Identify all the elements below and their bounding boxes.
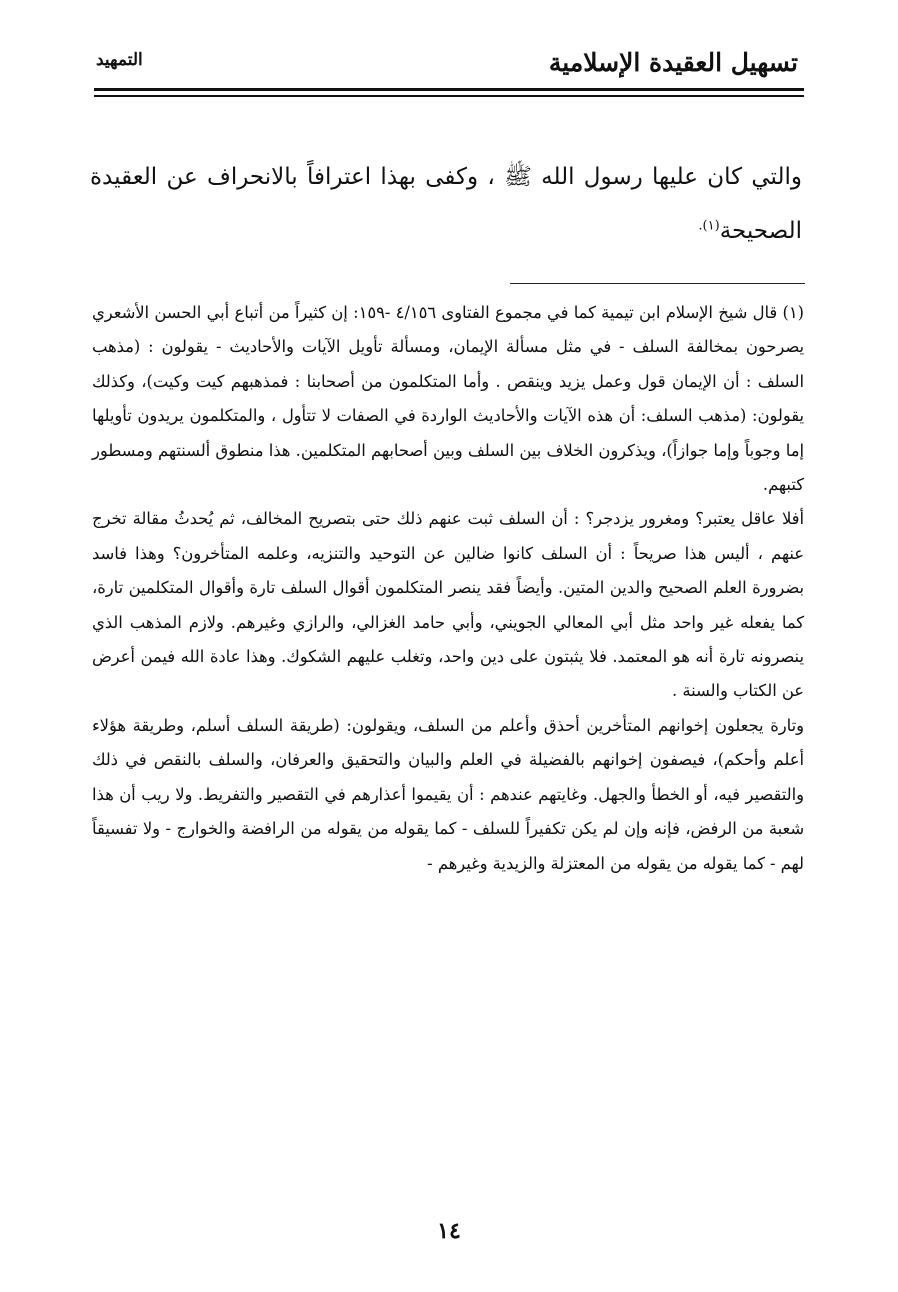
- footnote-reference: (١).: [698, 218, 720, 234]
- header-rule-thick: [94, 88, 804, 91]
- footnote-paragraph: [92, 296, 804, 502]
- page-number: ١٤: [437, 1218, 461, 1244]
- main-text: [90, 150, 802, 258]
- running-header-section: التمهيد: [96, 50, 143, 70]
- footnote-paragraph: أفلا عاقل يعتبر؟ ومغرور يزدجر؟ : أن السلف ثبت عنهم ذلك حتى بتصريح المخالف، ثم يُحدثُ مقالة تخرج عنهم ، أليس هذا صريحاً : أن السلف كانوا ضالين عن التوحيد والتنزيه، وعلمه المتأخرون؟ وهذا فاسد بضرورة العلم الصحيح والدين المتين. وأيضاً فقد ينصر المتكلمون أقوال السلف تارة وأقوال المتكلمين تارة، كما يفعله غير واحد مثل أبي المعالي الجويني، وأبي حامد الغزالي، والرازي وغيرهم. ولازم المذهب الذي ينصرونه تارة أنه هو المعتمد. فلا يثبتون على دين واحد، وتغلب عليهم الشكوك. وهذا عادة الله فيمن أعرض عن الكتاب والسنة .: [92, 509, 804, 701]
- footnote-paragraph-text: قال شيخ الإسلام ابن تيمية كما في مجموع الفتاوى ٤/١٥٦ -١٥٩: إن كثيراً من أتباع أبي الحسن الأشعري يصرحون بمخالفة السلف - في مثل مسألة الإيمان، ومسألة تأويل الآيات والأحاديث - يقولون : (مذهب السلف : أن الإيمان قول وعمل يزيد وينقص . وأما المتكلمون من أصحابنا : فمذهبهم كيت وكيت)، وكذلك يقولون: (مذهب السلف: أن هذه الآيات والأحاديث الواردة في الصفات لا تتأول ، والمتكلمون يريدون تأويلها إما وجوباً وإما جوازاً)، ويذكرون الخلاف بين السلف وبين أصحابهم المتكلمين. هذا منطوق ألسنتهم ومسطور كتبهم.: [92, 303, 804, 495]
- header-rule-thin: [94, 95, 804, 97]
- footnote: [92, 296, 804, 881]
- running-header-title: تسهيل العقيدة الإسلامية: [548, 48, 798, 77]
- footnote-separator: [510, 283, 805, 284]
- footnote-paragraph: وتارة يجعلون إخوانهم المتأخرين أحذق وأعلم من السلف، ويقولون: (طريقة السلف أسلم، وطريقة هؤلاء أعلم وأحكم)، فيصفون إخوانهم بالفضيلة في العلم والبيان والتحقيق والعرفان، والسلف بالنقص في ذلك والتقصير فيه، أو الخطأ والجهل. وغايتهم عندهم : أن يقيموا أعذارهم في التقصير والتفريط. ولا ريب أن هذا شعبة من الرفض، فإنه وإن لم يكن تكفيراً للسلف - كما يقوله من يقوله من الرافضة والخوارج - ولا تفسيقاً لهم - كما يقوله من يقوله من المعتزلة والزيدية وغيرهم -: [92, 715, 804, 873]
- footnote-marker: (١): [782, 303, 804, 322]
- main-text-body: والتي كان عليها رسول الله ﷺ ، وكفى بهذا اعترافاً بالانحراف عن العقيدة الصحيحة: [90, 164, 802, 244]
